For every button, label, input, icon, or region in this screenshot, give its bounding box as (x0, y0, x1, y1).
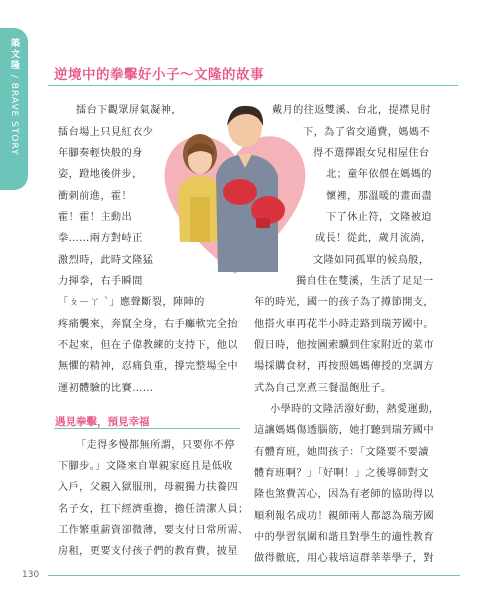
left-line-4: 姿，蹬地後併步， (58, 169, 143, 180)
right-line-7: 成長！從此，歲月流淌， (315, 233, 432, 244)
chapter-side-tab (0, 28, 28, 190)
right-line-11: 他搭火車再花半小時走路到瑞芳國中。 (254, 319, 434, 330)
left-bottom-line-3: 入戶，父親入獄服刑，母親獨力扶養四 (58, 482, 238, 493)
footer-divider (48, 575, 460, 576)
side-tab-text (6, 38, 22, 156)
boxer-mother-illustration (160, 92, 310, 282)
right-line-5: 懷裡，那溫暖的畫面盡 (326, 191, 432, 202)
left-line-7: 拳……兩方對峙正 (58, 233, 143, 244)
subheading-divider (54, 428, 240, 429)
left-line-5: 衝刺前進，霍！ (58, 191, 133, 202)
right-line-19: 隆也煞費苦心，因為有老師的協助得以 (254, 489, 434, 500)
left-bottom-line-2: 下腳步。」文隆來自單親家庭且是低收 (58, 461, 233, 472)
left-bottom-line-4: 名子女，扛下經濟重擔，擔任清潔人員； (58, 504, 249, 515)
left-bottom-line-5: 工作繁重薪資卻微薄，要支付日常所需、 (58, 525, 249, 536)
right-line-16: 這讓媽媽傷透腦筋，她打聽到瑞芳國中 (254, 425, 434, 436)
title-divider (48, 85, 458, 86)
right-line-8: 文隆如同孤單的候鳥般， (313, 255, 430, 266)
right-line-4: 北；童年依偎在媽媽的 (326, 169, 432, 180)
left-bottom-line-6: 房租，更要支付孩子們的教育費，披星 (58, 546, 238, 557)
right-line-3: 得不選擇跟女兒相屋住台 (313, 148, 430, 159)
left-line-9: 力揮拳，右手瞬間 (58, 276, 143, 287)
right-line-15: 小學時的文隆活潑好動，熱愛運動， (270, 404, 440, 415)
side-tab-cn: 築文隆 (9, 38, 19, 71)
left-line-11: 疼痛襲來，奔竄全身，右手癱軟完全抬 (58, 319, 238, 330)
section-subheading: 遇見拳擊，預見幸福 (55, 416, 150, 428)
right-line-2: 下，為了省交通費，媽媽不 (303, 127, 431, 138)
side-tab-slash: / (9, 74, 19, 79)
left-line-1: 擂台下觀眾屏氣凝神， (76, 105, 182, 116)
side-tab-en: BRAVE STORY (9, 82, 19, 156)
right-line-1: 戴月的往返雙溪、台北，提襟見肘 (272, 105, 431, 116)
left-line-3: 年腳奏輕快般的身 (58, 148, 143, 159)
left-line-14: 運初體驗的比賽…… (58, 383, 154, 394)
right-line-18: 體育班啊？」「好啊！」之後導師對文 (254, 468, 429, 479)
right-line-22: 做得徹底，用心栽培這群莘莘學子，對 (254, 553, 434, 564)
left-line-6: 霍！霍！主動出 (58, 212, 133, 223)
right-line-21: 中的學習氛圍和諧且對學生的適性教育 (254, 532, 434, 543)
right-line-17: 有體育班，她問孩子：「文隆要不要讀 (254, 447, 429, 458)
right-line-9: 獨自住在雙溪，生活了足足一 (296, 276, 434, 287)
left-glove (223, 179, 257, 205)
boxer-figure (216, 106, 285, 272)
left-line-8: 激烈時，此時文隆猛 (58, 255, 154, 266)
right-line-12: 假日時，他按圖索驥到住家附近的菜市 (254, 340, 434, 351)
right-line-20: 順利報名成功！親師兩人都認為瑞芳國 (254, 511, 434, 522)
page-number: 130 (22, 570, 40, 580)
left-bottom-line-1: 「走得多慢都無所謂，只要你不停 (76, 440, 235, 451)
right-line-10: 年的時光，國一的孩子為了撙節開支， (254, 297, 434, 308)
right-line-14: 式為自己烹煮三餐温飽肚子。 (254, 383, 392, 394)
article-title: 逆境中的拳擊好小子～文隆的故事 (54, 67, 264, 83)
left-line-10: 「ㄆ－ㄚ ˋ」應聲斷裂，陣陣的 (58, 297, 205, 308)
left-line-12: 不起來，但在子偉教練的支持下，他以 (58, 340, 238, 351)
right-line-6: 下了休止符，文隆被迫 (326, 212, 432, 223)
mother-figure (178, 134, 222, 242)
right-line-13: 場採購食材，再按照媽媽傳授的烹調方 (254, 361, 434, 372)
left-line-13: 無懼的精神，忍痛負重，撐完整場全中 (58, 361, 238, 372)
left-line-2: 擂台場上只見紅衣少 (58, 127, 154, 138)
